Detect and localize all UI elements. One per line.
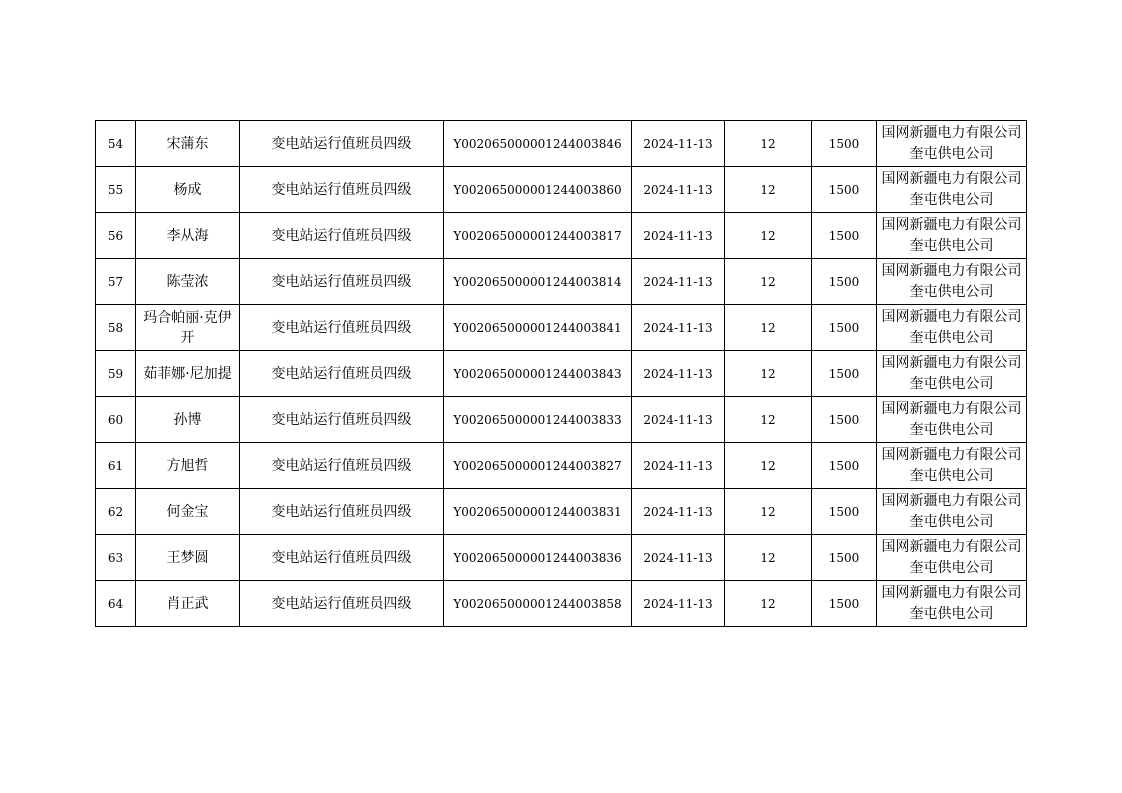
name-cell: 茹菲娜·尼加提	[136, 351, 240, 397]
hours-cell: 12	[725, 397, 812, 443]
organization-cell: 国网新疆电力有限公司奎屯供电公司	[877, 535, 1027, 581]
row-number-cell: 61	[96, 443, 136, 489]
name-cell: 孙博	[136, 397, 240, 443]
table-row	[96, 581, 1027, 627]
occupation-level-cell: 变电站运行值班员四级	[240, 259, 444, 305]
organization-cell: 国网新疆电力有限公司奎屯供电公司	[877, 581, 1027, 627]
name-cell: 陈莹浓	[136, 259, 240, 305]
amount-cell: 1500	[812, 443, 877, 489]
issue-date-cell: 2024-11-13	[632, 259, 725, 305]
amount-cell: 1500	[812, 581, 877, 627]
table-row	[96, 213, 1027, 259]
occupation-level-cell: 变电站运行值班员四级	[240, 167, 444, 213]
amount-cell: 1500	[812, 489, 877, 535]
certificate-number-cell: Y002065000001244003817	[444, 213, 632, 259]
hours-cell: 12	[725, 213, 812, 259]
organization-cell: 国网新疆电力有限公司奎屯供电公司	[877, 443, 1027, 489]
name-cell: 李从海	[136, 213, 240, 259]
amount-cell: 1500	[812, 259, 877, 305]
issue-date-cell: 2024-11-13	[632, 535, 725, 581]
row-number-cell: 56	[96, 213, 136, 259]
table-row	[96, 535, 1027, 581]
table-row	[96, 397, 1027, 443]
organization-cell: 国网新疆电力有限公司奎屯供电公司	[877, 259, 1027, 305]
organization-cell: 国网新疆电力有限公司奎屯供电公司	[877, 489, 1027, 535]
hours-cell: 12	[725, 259, 812, 305]
name-cell: 宋蒲东	[136, 121, 240, 167]
certificate-number-cell: Y002065000001244003843	[444, 351, 632, 397]
issue-date-cell: 2024-11-13	[632, 121, 725, 167]
row-number-cell: 55	[96, 167, 136, 213]
occupation-level-cell: 变电站运行值班员四级	[240, 535, 444, 581]
organization-cell: 国网新疆电力有限公司奎屯供电公司	[877, 167, 1027, 213]
occupation-level-cell: 变电站运行值班员四级	[240, 213, 444, 259]
certificate-number-cell: Y002065000001244003827	[444, 443, 632, 489]
table-row	[96, 443, 1027, 489]
issue-date-cell: 2024-11-13	[632, 397, 725, 443]
name-cell: 方旭哲	[136, 443, 240, 489]
certificate-table	[95, 120, 1027, 627]
name-cell: 何金宝	[136, 489, 240, 535]
certificate-number-cell: Y002065000001244003841	[444, 305, 632, 351]
certificate-number-cell: Y002065000001244003860	[444, 167, 632, 213]
organization-cell: 国网新疆电力有限公司奎屯供电公司	[877, 351, 1027, 397]
table-row	[96, 489, 1027, 535]
amount-cell: 1500	[812, 167, 877, 213]
occupation-level-cell: 变电站运行值班员四级	[240, 443, 444, 489]
hours-cell: 12	[725, 535, 812, 581]
row-number-cell: 54	[96, 121, 136, 167]
hours-cell: 12	[725, 489, 812, 535]
certificate-number-cell: Y002065000001244003858	[444, 581, 632, 627]
amount-cell: 1500	[812, 121, 877, 167]
occupation-level-cell: 变电站运行值班员四级	[240, 351, 444, 397]
hours-cell: 12	[725, 581, 812, 627]
name-cell: 王梦圆	[136, 535, 240, 581]
row-number-cell: 62	[96, 489, 136, 535]
issue-date-cell: 2024-11-13	[632, 167, 725, 213]
row-number-cell: 59	[96, 351, 136, 397]
issue-date-cell: 2024-11-13	[632, 443, 725, 489]
occupation-level-cell: 变电站运行值班员四级	[240, 581, 444, 627]
table-row	[96, 305, 1027, 351]
table-row	[96, 121, 1027, 167]
certificate-number-cell: Y002065000001244003846	[444, 121, 632, 167]
issue-date-cell: 2024-11-13	[632, 351, 725, 397]
name-cell: 肖正武	[136, 581, 240, 627]
table-row	[96, 259, 1027, 305]
row-number-cell: 58	[96, 305, 136, 351]
organization-cell: 国网新疆电力有限公司奎屯供电公司	[877, 305, 1027, 351]
row-number-cell: 64	[96, 581, 136, 627]
issue-date-cell: 2024-11-13	[632, 305, 725, 351]
issue-date-cell: 2024-11-13	[632, 213, 725, 259]
table-row	[96, 167, 1027, 213]
certificate-number-cell: Y002065000001244003814	[444, 259, 632, 305]
occupation-level-cell: 变电站运行值班员四级	[240, 489, 444, 535]
amount-cell: 1500	[812, 535, 877, 581]
hours-cell: 12	[725, 351, 812, 397]
row-number-cell: 63	[96, 535, 136, 581]
issue-date-cell: 2024-11-13	[632, 489, 725, 535]
row-number-cell: 60	[96, 397, 136, 443]
certificate-number-cell: Y002065000001244003833	[444, 397, 632, 443]
hours-cell: 12	[725, 443, 812, 489]
amount-cell: 1500	[812, 397, 877, 443]
row-number-cell: 57	[96, 259, 136, 305]
issue-date-cell: 2024-11-13	[632, 581, 725, 627]
table-body	[96, 121, 1027, 627]
occupation-level-cell: 变电站运行值班员四级	[240, 397, 444, 443]
certificate-number-cell: Y002065000001244003836	[444, 535, 632, 581]
hours-cell: 12	[725, 121, 812, 167]
occupation-level-cell: 变电站运行值班员四级	[240, 121, 444, 167]
organization-cell: 国网新疆电力有限公司奎屯供电公司	[877, 397, 1027, 443]
occupation-level-cell: 变电站运行值班员四级	[240, 305, 444, 351]
table-row	[96, 351, 1027, 397]
amount-cell: 1500	[812, 213, 877, 259]
organization-cell: 国网新疆电力有限公司奎屯供电公司	[877, 121, 1027, 167]
hours-cell: 12	[725, 305, 812, 351]
name-cell: 杨成	[136, 167, 240, 213]
hours-cell: 12	[725, 167, 812, 213]
name-cell: 玛合帕丽·克伊开	[136, 305, 240, 351]
certificate-number-cell: Y002065000001244003831	[444, 489, 632, 535]
amount-cell: 1500	[812, 351, 877, 397]
amount-cell: 1500	[812, 305, 877, 351]
organization-cell: 国网新疆电力有限公司奎屯供电公司	[877, 213, 1027, 259]
